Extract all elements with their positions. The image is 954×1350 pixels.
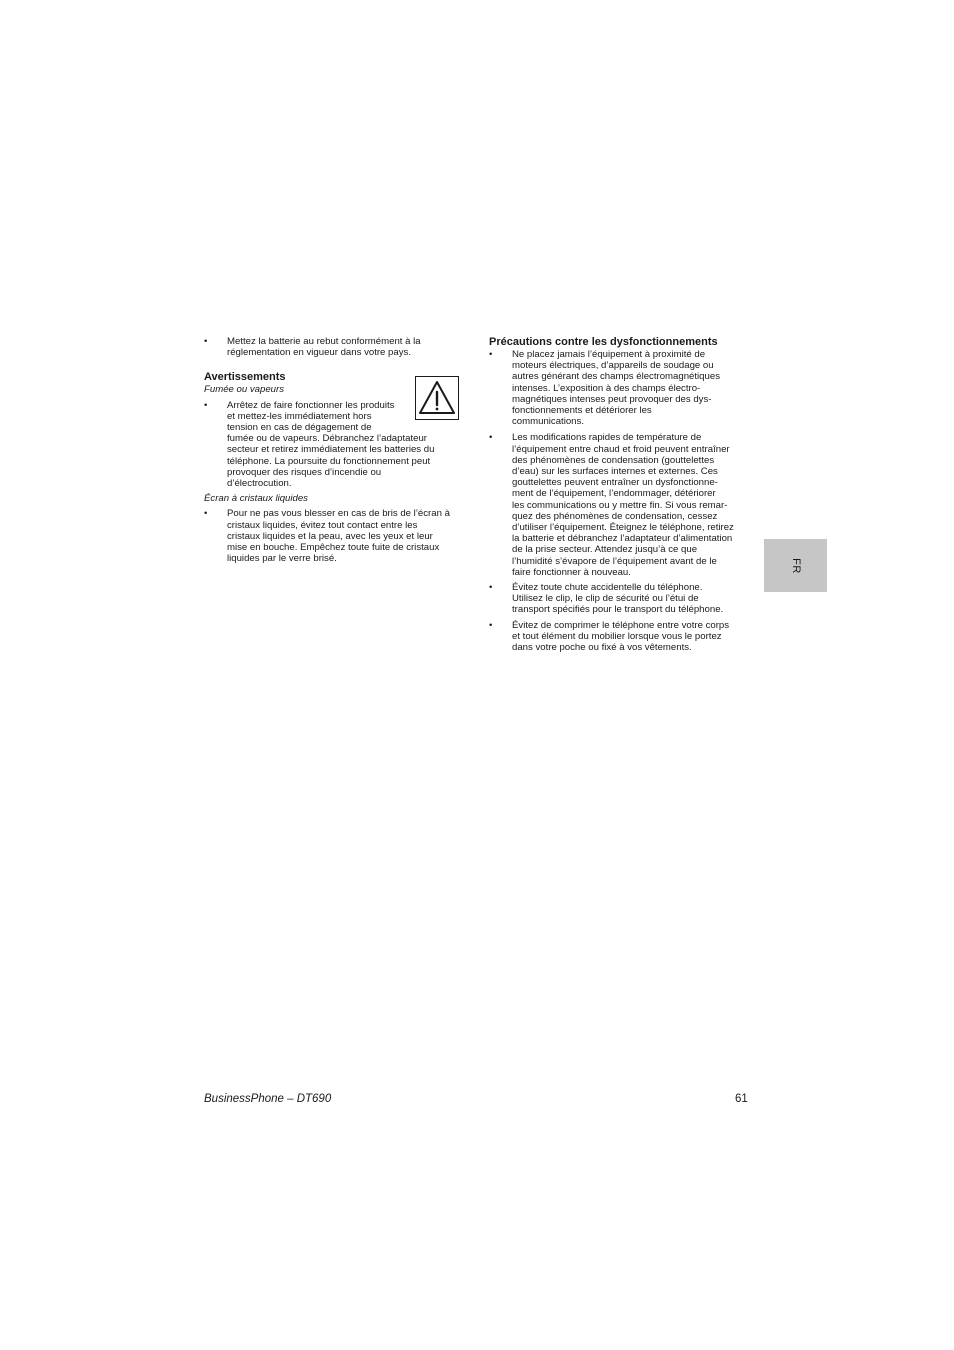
text-line: tension en cas de dégagement de <box>227 422 372 434</box>
bullet-dot: • <box>204 508 208 520</box>
bullet-dot: • <box>204 336 208 347</box>
text-line: provoquer des risques d’incendie ou <box>227 466 382 478</box>
list-item <box>489 349 751 427</box>
bullet-dot: • <box>204 399 208 411</box>
text-line: d’eau) sur les surfaces internes et externes. Ces <box>512 466 718 478</box>
text-line: mise en bouche. Empêchez toute fuite de cristaux <box>227 542 440 554</box>
list-item <box>489 620 751 654</box>
text-line: ment de l’équipement, l’endommager, détériorer <box>512 488 716 500</box>
text-line: Mettez la batterie au rebut conformément à la <box>227 336 421 347</box>
text-line: des phénomènes de condensation (gouttelettes <box>512 454 715 466</box>
bullet-dot: • <box>489 582 493 594</box>
text-line: Pour ne pas vous blesser en cas de bris de l’écran à <box>227 508 450 520</box>
text-line: dans votre poche ou fixé à vos vêtements. <box>512 642 692 654</box>
bullet-dot: • <box>489 432 493 444</box>
text-line: et tout élément du mobilier lorsque vous le portez <box>512 630 722 642</box>
text-line: quez des phénomènes de condensation, cessez <box>512 510 718 522</box>
subheading-fumee: Fumée ou vapeurs <box>204 384 284 396</box>
text-line: liquides par le verre brisé. <box>227 553 337 565</box>
text-line: cristaux liquides, évitez tout contact entre les <box>227 519 418 531</box>
text-line: transport spécifiés pour le transport du téléphone. <box>512 604 724 616</box>
text-line: moteurs électriques, d’appareils de soudage ou <box>512 360 714 372</box>
text-line: l’humidité s’évapore de l’équipement avant de le <box>512 555 717 567</box>
list-item <box>489 432 751 578</box>
text-line: Les modifications rapides de température de <box>512 432 702 444</box>
text-line: d’utiliser l’équipement. Éteignez le téléphone, retirez <box>512 522 734 534</box>
text-line: et mettez-les immédiatement hors <box>227 410 372 422</box>
list-item <box>204 336 466 358</box>
text-line: faire fonctionner à nouveau. <box>512 566 631 578</box>
text-line: Arrêtez de faire fonctionner les produits <box>227 399 395 411</box>
text-line: Utilisez le clip, le clip de sécurité ou l’étui de <box>512 593 699 605</box>
bullet-dot: • <box>489 349 493 360</box>
text-line: cristaux liquides et la peau, avec les yeux et leur <box>227 530 433 542</box>
text-line: gouttelettes peuvent entraîner un dysfonctionne- <box>512 477 718 489</box>
bullet-dot: • <box>489 619 493 631</box>
text-line: d’électrocution. <box>227 478 292 490</box>
text-line: de la prise secteur. Attendez jusqu’à ce que <box>512 544 698 556</box>
language-tab-label: FR <box>789 557 802 574</box>
list-item <box>489 582 751 616</box>
text-line: l’équipement entre chaud et froid peuvent entraîner <box>512 443 730 455</box>
text-line: fonctionnements et détériorer les <box>512 405 652 417</box>
text-line: téléphone. La poursuite du fonctionnement peut <box>227 455 431 467</box>
language-tab <box>764 539 827 592</box>
text-line: Évitez toute chute accidentelle du téléphone. <box>512 582 703 594</box>
right-column <box>489 336 751 653</box>
text-line: Évitez de comprimer le téléphone entre votre corps <box>512 619 730 631</box>
text-line: réglementation en vigueur dans votre pays. <box>227 347 411 359</box>
footer-title: BusinessPhone – DT690 <box>204 1093 332 1105</box>
text-line: communications. <box>512 416 584 428</box>
text-line: fumée ou de vapeurs. Débranchez l’adaptateur <box>227 433 427 445</box>
list-item <box>204 508 466 564</box>
section-heading-avertissements: Avertissements <box>204 371 286 384</box>
text-line: secteur et retirez immédiatement les batteries du <box>227 444 435 456</box>
text-line: magnétiques intenses peut provoquer des dys- <box>512 393 712 405</box>
page-number: 61 <box>735 1093 748 1105</box>
text-line: autres générant des champs électromagnétiques <box>512 371 720 383</box>
text-line: la batterie et débranchez l’adaptateur d’alimentation <box>512 533 733 545</box>
text-line: les communications ou y mettre fin. Si vous remar- <box>512 499 728 511</box>
text-line: intenses. L’exposition à des champs électro- <box>512 382 701 394</box>
subheading-ecran: Écran à cristaux liquides <box>204 493 308 505</box>
section-heading-precautions: Précautions contre les dysfonctionnements <box>489 336 718 348</box>
left-column <box>204 336 466 564</box>
warning-triangle-icon <box>415 376 459 420</box>
text-line: Ne placez jamais l’équipement à proximité de <box>512 349 706 360</box>
